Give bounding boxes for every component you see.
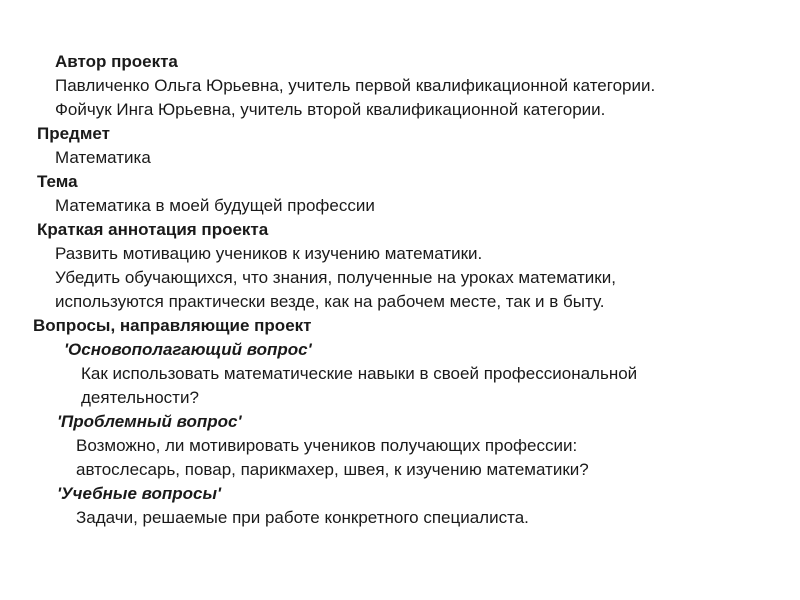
annotation-line-3: используются практически везде, как на рабочем месте, так и в быту. [55, 292, 605, 311]
annotation-line-2: Убедить обучающихся, что знания, полученные на уроках математики, [55, 268, 616, 287]
questions-heading: Вопросы, направляющие проект [33, 316, 312, 335]
fundamental-question-title: 'Основополагающий вопрос' [64, 340, 312, 359]
fundamental-question-line-2: деятельности? [81, 388, 199, 407]
subject-value: Математика [55, 148, 151, 167]
fundamental-question-line-1: Как использовать математические навыки в своей профессиональной [81, 364, 638, 383]
annotation-heading: Краткая аннотация проекта [37, 220, 269, 239]
author-line-2: Фойчук Инга Юрьевна, учитель второй квалификационной категории. [55, 100, 606, 119]
subject-heading: Предмет [37, 124, 110, 143]
problem-question-line-2: автослесарь, повар, парикмахер, швея, к изучению математики? [76, 460, 589, 479]
topic-value: Математика в моей будущей профессии [55, 196, 375, 215]
annotation-line-1: Развить мотивацию учеников к изучению математики. [55, 244, 483, 263]
author-heading: Автор проекта [55, 52, 178, 71]
study-questions-title: 'Учебные вопросы' [57, 484, 222, 503]
problem-question-title: 'Проблемный вопрос' [57, 412, 242, 431]
problem-question-line-1: Возможно, ли мотивировать учеников получающих профессии: [76, 436, 578, 455]
study-questions-line-1: Задачи, решаемые при работе конкретного специалиста. [76, 508, 529, 527]
author-line-1: Павличенко Ольга Юрьевна, учитель первой квалификационной категории. [55, 76, 656, 95]
topic-heading: Тема [37, 172, 78, 191]
